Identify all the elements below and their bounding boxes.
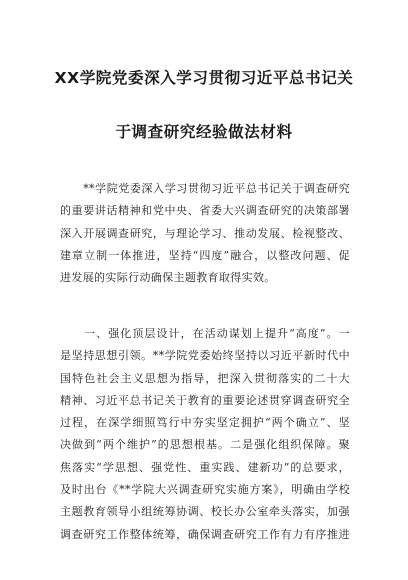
document-title-line-1: XX学院党委深入学习贯彻习近平总书记关 bbox=[54, 69, 354, 87]
text-line: 焦落实“学思想、强党性、重实践、建新功”的总要求， bbox=[60, 460, 350, 474]
text-line: 及时出台《**学院大兴调查研究实施方案》，明确由学校 bbox=[60, 483, 350, 497]
text-line: 建章立制一体推进，坚持“四度”融合，以整改问题、促 bbox=[60, 248, 350, 262]
document-title-line-2: 于调查研究经验做法材料 bbox=[115, 123, 293, 141]
text-line: 决做到“两个维护”的思想根基。二是强化组织保障。聚 bbox=[60, 438, 350, 452]
paragraph-intro bbox=[60, 178, 350, 289]
text-line: 的重要讲话精神和党中央、省委大兴调查研究的决策部署 bbox=[60, 204, 350, 218]
text-line: 主题教育领导小组统筹协调、校长办公室牵头落实，加强 bbox=[60, 505, 350, 519]
text-line: 一、强化顶层设计，在活动谋划上提升“高度”。一 bbox=[60, 327, 350, 340]
text-line: 精神、习近平总书记关于教育的重要论述贯穿调查研究全 bbox=[60, 393, 350, 407]
text-line: 是坚持思想引领。**学院党委始终坚持以习近平新时代中 bbox=[60, 349, 350, 363]
text-line: **学院党委深入学习贯彻习近平总书记关于调查研究 bbox=[60, 182, 350, 195]
text-line: 过程，在深学细照笃行中夯实坚定拥护“两个确立”、坚 bbox=[60, 416, 350, 430]
text-line: 国特色社会主义思想为指导，把深入贯彻落实的二十大 bbox=[60, 371, 350, 385]
text-line: 调查研究工作整体统筹，确保调查研究工作有力有序推进 bbox=[60, 527, 350, 541]
paragraph-section-one bbox=[60, 323, 350, 546]
text-line: 深入开展调查研究，与理论学习、推动发展、检视整改、 bbox=[60, 226, 350, 240]
text-line: 进发展的实际行动确保主题教育取得实效。 bbox=[60, 271, 276, 285]
